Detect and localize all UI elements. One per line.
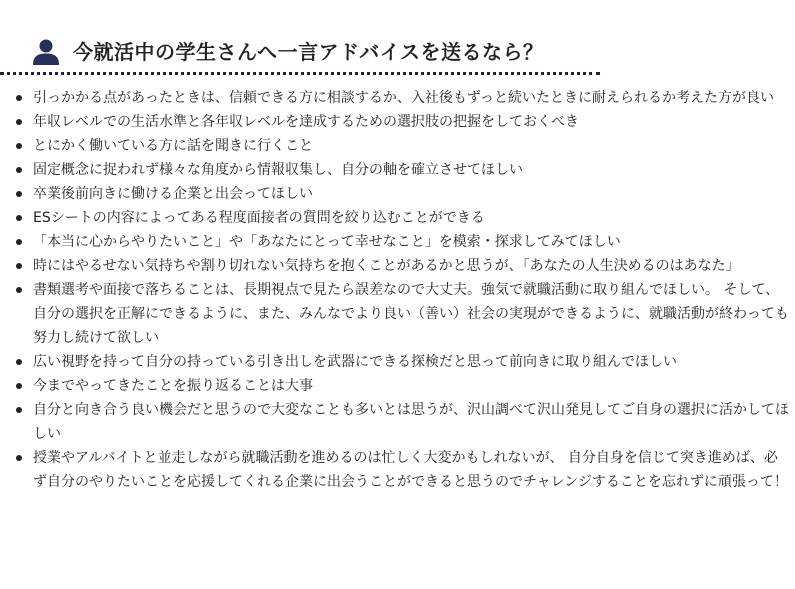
advice-text: 年収レベルでの生活水準と各年収レベルを達成するための選択肢の把握をしておくべき (33, 114, 579, 130)
advice-text: 卒業後前向きに働ける企業と出会ってほしい (33, 186, 313, 202)
section-header (0, 36, 600, 74)
bullet-icon (16, 287, 22, 293)
advice-item (0, 86, 795, 110)
advice-text: 時にはやるせない気持ちや割り切れない気持ちを抱くことがあるかと思うが、「あなたの人生決めるのはあなた」 (33, 258, 740, 274)
advice-text: 授業やアルバイトと並走しながら就職活動を進めるのは忙しく大変かもしれないが、 自分自身を信じて突き進めば、必ず自分のやりたいことを応援してくれる企業に出会うことができると思うのでチャレンジすることを忘れずに頑張って！ (33, 450, 788, 490)
advice-text: ESシートの内容によってある程度面接者の質問を絞り込むことができる (33, 210, 485, 226)
bullet-icon (16, 383, 22, 389)
section-title: 今就活中の学生さんへ一言アドバイスを送るなら？ (73, 40, 544, 64)
advice-text: 今までやってきたことを振り返ることは大事 (33, 378, 313, 394)
bullet-icon (16, 95, 22, 101)
bullet-icon (16, 143, 22, 149)
advice-item (0, 446, 795, 494)
advice-item (0, 158, 795, 182)
advice-item (0, 206, 795, 230)
advice-text: 固定概念に捉われず様々な角度から情報収集し、自分の軸を確立させてほしい (33, 162, 523, 178)
advice-text: 引っかかる点があったときは、信頼できる方に相談するか、入社後もずっと続いたときに耐えられるか考えた方が良い (33, 90, 775, 106)
advice-text: 自分と向き合う良い機会だと思うので大変なことも多いとは思うが、沢山調べて沢山発見してご自身の選択に活かしてほしい (33, 402, 789, 442)
advice-item (0, 374, 795, 398)
bullet-icon (16, 407, 22, 413)
advice-list (0, 86, 795, 494)
bullet-icon (16, 119, 22, 125)
advice-item (0, 254, 795, 278)
advice-item (0, 278, 795, 350)
advice-item (0, 182, 795, 206)
bullet-icon (16, 263, 22, 269)
advice-item (0, 350, 795, 374)
bullet-icon (16, 359, 22, 365)
advice-item (0, 110, 795, 134)
advice-text: とにかく働いている方に話を聞きに行くこと (33, 138, 313, 154)
advice-item (0, 230, 795, 254)
bullet-icon (16, 215, 22, 221)
bullet-icon (16, 455, 22, 461)
advice-item (0, 398, 795, 446)
dotted-divider (0, 72, 600, 75)
user-icon (32, 38, 60, 66)
bullet-icon (16, 191, 22, 197)
bullet-icon (16, 239, 22, 245)
advice-text: 書類選考や面接で落ちることは、長期視点で見たら誤差なので大丈夫。強気で就職活動に取り組んでほしい。 そして、自分の選択を正解にできるように、また、みんなでより良い（善い）社会の実現ができるように、就職活動が終わっても努力し続けて欲しい (33, 282, 789, 346)
advice-item (0, 134, 795, 158)
advice-text: 広い視野を持って自分の持っている引き出しを武器にできる探検だと思って前向きに取り組んでほしい (33, 354, 677, 370)
bullet-icon (16, 167, 22, 173)
advice-text: 「本当に心からやりたいこと」や「あなたにとって幸せなこと」を模索・探求してみてほしい (33, 234, 621, 250)
